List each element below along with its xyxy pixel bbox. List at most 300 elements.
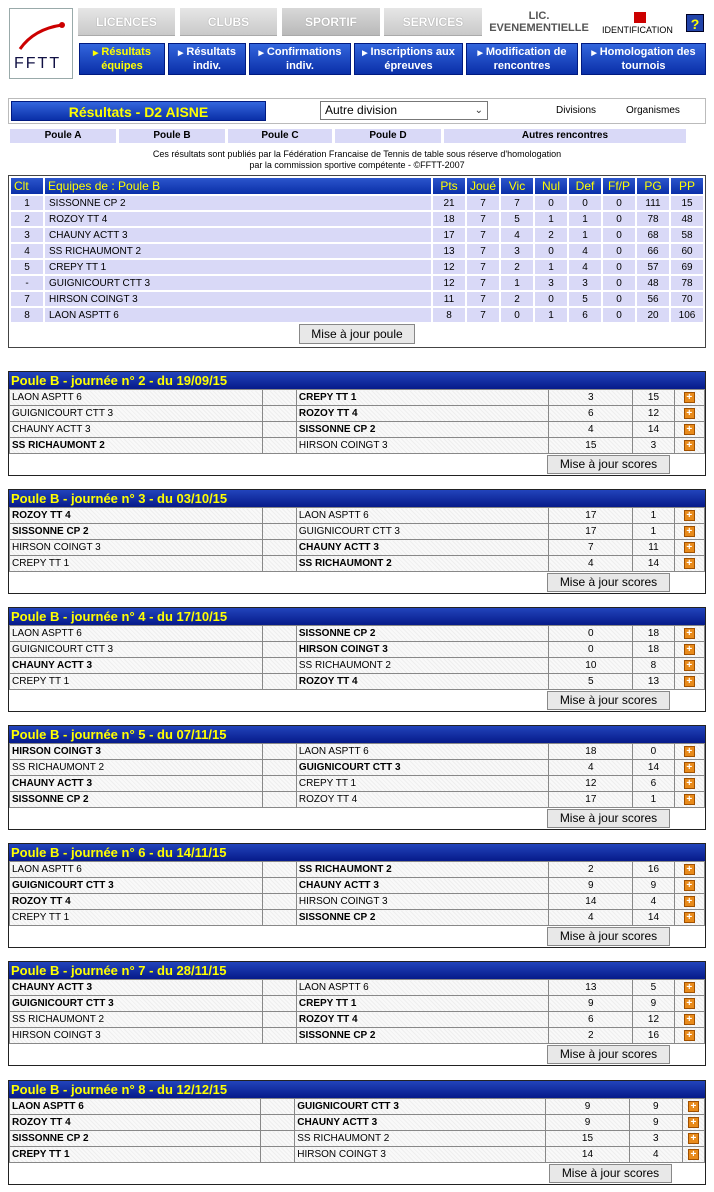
home-score: 13 [549,980,633,996]
away-score: 16 [633,862,674,878]
match-row [10,862,705,878]
plus-icon[interactable]: + [684,676,695,687]
plus-icon[interactable]: + [684,864,695,875]
ranking-cell: 68 [637,228,669,242]
spacer-cell [262,760,296,776]
plus-icon[interactable]: + [684,558,695,569]
plus-icon[interactable]: + [684,660,695,671]
spacer-cell [262,674,296,690]
details-cell [674,626,704,642]
journee-footer [9,572,705,593]
col-vic: Vic [501,178,533,194]
ranking-cell: 1 [535,260,567,274]
topnav-licences-label: LICENCES [96,14,157,29]
match-row [10,540,705,556]
spacer-cell [262,792,296,808]
away-team: SS RICHAUMONT 2 [295,1131,546,1147]
home-score: 17 [549,508,633,524]
details-cell [674,862,704,878]
ranking-cell: 0 [603,292,635,306]
journee-footer [9,1163,705,1184]
match-row [10,390,705,406]
home-team: HIRSON COINGT 3 [10,744,263,760]
matches-table [9,389,705,454]
team-name: LAON ASPTT 6 [45,308,431,322]
ranking-row [11,260,703,274]
journee-block [8,607,706,712]
home-score: 12 [549,776,633,792]
ranking-cell: 1 [501,276,533,290]
plus-icon[interactable]: + [684,998,695,1009]
away-score: 8 [633,658,674,674]
spacer-cell [262,744,296,760]
update-scores-button[interactable]: Mise à jour scores [547,573,670,592]
away-team: CHAUNY ACTT 3 [296,540,549,556]
home-team: GUIGNICOURT CTT 3 [10,878,263,894]
away-score: 12 [633,1012,674,1028]
journee-title: Poule B - journée n° 8 - du 12/12/15 [9,1081,705,1098]
divisions-link[interactable]: Divisions [556,105,597,116]
away-team: GUIGNICOURT CTT 3 [295,1099,546,1115]
details-cell [674,792,704,808]
col-joue: Joué [467,178,499,194]
ranking-cell: 3 [11,228,43,242]
ranking-cell: 1 [569,228,601,242]
spacer-cell [262,406,296,422]
journee-title: Poule B - journée n° 2 - du 19/09/15 [9,372,705,389]
ranking-cell: 7 [467,308,499,322]
home-score: 0 [549,626,633,642]
topnav-services[interactable] [384,8,482,36]
spacer-cell [262,1028,296,1044]
ranking-cell: 78 [671,276,703,290]
home-score: 2 [549,1028,633,1044]
plus-icon[interactable]: + [688,1149,699,1160]
spacer-cell [262,524,296,540]
away-score: 1 [633,524,674,540]
topnav-sportif[interactable] [282,8,380,36]
ranking-cell: 5 [569,292,601,306]
plus-icon[interactable]: + [684,392,695,403]
spacer-cell [262,1012,296,1028]
home-score: 6 [549,1012,633,1028]
away-score: 15 [633,390,674,406]
match-row [10,556,705,572]
subnav-homologation-tournois[interactable] [581,43,706,75]
details-cell [674,524,704,540]
col-pg: PG [637,178,669,194]
match-row [10,760,705,776]
details-cell [682,1131,704,1147]
away-team: CHAUNY ACTT 3 [296,878,549,894]
ranking-cell: 17 [433,228,465,242]
plus-icon[interactable]: + [684,746,695,757]
ranking-cell: 78 [637,212,669,226]
ranking-cell: 8 [433,308,465,322]
home-team: LAON ASPTT 6 [10,1099,261,1115]
spacer-cell [262,862,296,878]
tab-poule-c[interactable]: Poule C [228,129,332,143]
team-name: ROZOY TT 4 [45,212,431,226]
home-score: 14 [549,894,633,910]
subnav-inscriptions[interactable] [354,43,463,75]
home-team: CREPY TT 1 [10,1147,261,1163]
division-bar [8,98,706,124]
home-score: 9 [546,1099,629,1115]
fftt-logo-graphic [10,9,74,80]
match-row [10,910,705,926]
spacer-cell [262,894,296,910]
update-scores-button[interactable]: Mise à jour scores [547,927,670,946]
plus-icon[interactable]: + [684,794,695,805]
plus-icon[interactable]: + [684,424,695,435]
plus-icon[interactable]: + [684,628,695,639]
ranking-cell: 3 [569,276,601,290]
ranking-cell: 3 [501,244,533,258]
plus-icon[interactable]: + [684,440,695,451]
ranking-row [11,212,703,226]
ranking-cell: 1 [535,212,567,226]
away-team: ROZOY TT 4 [296,674,549,690]
away-score: 18 [633,626,674,642]
plus-icon[interactable]: + [684,408,695,419]
ranking-row [11,244,703,258]
update-scores-button[interactable]: Mise à jour scores [549,1164,672,1183]
plus-icon[interactable]: + [684,1014,695,1025]
update-scores-button[interactable]: Mise à jour scores [547,1045,670,1064]
away-team: SISSONNE CP 2 [296,626,549,642]
plus-icon[interactable]: + [684,526,695,537]
spacer-cell [262,996,296,1012]
details-cell [674,910,704,926]
ranking-cell: 1 [11,196,43,210]
subnav-confirmations-indiv[interactable] [249,43,351,75]
ranking-cell: 7 [467,276,499,290]
home-score: 4 [549,760,633,776]
match-row [10,674,705,690]
home-team: HIRSON COINGT 3 [10,540,263,556]
away-score: 5 [633,980,674,996]
topnav-lic-line1: LIC. [528,10,550,22]
spacer-cell [262,878,296,894]
home-team: LAON ASPTT 6 [10,626,263,642]
ranking-row [11,228,703,242]
ranking-cell: 0 [603,244,635,258]
tab-poule-a[interactable]: Poule A [10,129,116,143]
spacer-cell [262,626,296,642]
subnav-label: tournois [621,60,666,72]
away-score: 9 [633,996,674,1012]
details-cell [674,996,704,1012]
home-score: 6 [549,406,633,422]
subnav-modification-rencontres[interactable] [466,43,578,75]
ranking-cell: 57 [637,260,669,274]
away-score: 1 [633,508,674,524]
home-team: GUIGNICOURT CTT 3 [10,642,263,658]
ranking-cell: 7 [501,196,533,210]
journee-block [8,371,706,476]
match-row [10,438,705,454]
ranking-cell: 4 [11,244,43,258]
details-cell [674,1012,704,1028]
ranking-cell: 111 [637,196,669,210]
away-score: 3 [633,438,674,454]
ranking-header-row [11,178,703,194]
ranking-cell: 0 [603,212,635,226]
division-title: Résultats - D2 AISNE [11,101,266,121]
fftt-logo[interactable] [9,8,73,79]
away-score: 6 [633,776,674,792]
home-team: CHAUNY ACTT 3 [10,980,263,996]
logo-text: FFTT [14,55,62,72]
away-score: 14 [633,556,674,572]
journee-footer [9,1044,705,1065]
journee-block [8,1080,706,1185]
details-cell [674,390,704,406]
update-poule-button[interactable]: Mise à jour poule [299,324,415,344]
home-score: 5 [549,674,633,690]
plus-icon[interactable]: + [684,1030,695,1041]
home-team: GUIGNICOURT CTT 3 [10,996,263,1012]
ranking-row [11,276,703,290]
tab-poule-b[interactable]: Poule B [119,129,225,143]
home-score: 10 [549,658,633,674]
subnav-label: Résultats [101,46,151,58]
spacer-cell [262,642,296,658]
details-cell [674,674,704,690]
col-clt: Clt [11,178,43,194]
ranking-cell: 0 [569,196,601,210]
plus-icon[interactable]: + [684,762,695,773]
match-row [10,508,705,524]
away-team: LAON ASPTT 6 [296,980,549,996]
away-team: LAON ASPTT 6 [296,744,549,760]
ranking-cell: 7 [467,260,499,274]
details-cell [674,1028,704,1044]
col-def: Def [569,178,601,194]
plus-icon[interactable]: + [688,1101,699,1112]
matches-table [9,861,705,926]
topnav-clubs[interactable] [180,8,277,36]
arrow-icon: ▶ [477,50,483,57]
organismes-link[interactable]: Organismes [626,105,680,116]
subnav-label: indiv. [193,60,221,72]
plus-icon[interactable]: + [688,1117,699,1128]
ranking-cell: 70 [671,292,703,306]
home-score: 14 [546,1147,629,1163]
ranking-cell: 0 [535,292,567,306]
ranking-cell: 7 [467,212,499,226]
details-cell [674,744,704,760]
plus-icon[interactable]: + [684,644,695,655]
ranking-row [11,308,703,322]
plus-icon[interactable]: + [684,896,695,907]
ranking-cell: 58 [671,228,703,242]
spacer-cell [261,1147,295,1163]
update-scores-button[interactable]: Mise à jour scores [547,455,670,474]
subnav-label: épreuves [384,60,433,72]
col-nul: Nul [535,178,567,194]
home-team: CHAUNY ACTT 3 [10,658,263,674]
home-score: 15 [546,1131,629,1147]
ranking-cell: 15 [671,196,703,210]
journee-block [8,725,706,830]
home-team: HIRSON COINGT 3 [10,1028,263,1044]
ranking-cell: 2 [501,292,533,306]
subnav-label: Résultats [186,46,236,58]
home-score: 15 [549,438,633,454]
topnav-lic-line2: EVENEMENTIELLE [489,22,589,34]
spacer-cell [262,658,296,674]
away-score: 4 [633,894,674,910]
match-row [10,1115,705,1131]
spacer-cell [262,508,296,524]
update-scores-button[interactable]: Mise à jour scores [547,809,670,828]
match-row [10,980,705,996]
journee-title: Poule B - journée n° 7 - du 28/11/15 [9,962,705,979]
match-row [10,1099,705,1115]
journee-block [8,489,706,594]
ranking-cell: 20 [637,308,669,322]
tab-autres-rencontres[interactable]: Autres rencontres [444,129,686,143]
ranking-cell: 3 [535,276,567,290]
away-team: CREPY TT 1 [296,776,549,792]
journee-title: Poule B - journée n° 3 - du 03/10/15 [9,490,705,507]
identification-link[interactable] [600,12,692,36]
ranking-cell: 4 [569,244,601,258]
help-icon[interactable]: ? [686,14,704,32]
match-row [10,996,705,1012]
plus-icon[interactable]: + [684,778,695,789]
away-score: 0 [633,744,674,760]
home-team: LAON ASPTT 6 [10,862,263,878]
away-score: 14 [633,760,674,776]
away-score: 3 [629,1131,682,1147]
match-row [10,1012,705,1028]
team-name: GUIGNICOURT CTT 3 [45,276,431,290]
away-team: SS RICHAUMONT 2 [296,556,549,572]
ranking-row [11,292,703,306]
spacer-cell [262,980,296,996]
topnav-clubs-label: CLUBS [207,14,250,29]
subnav-resultats-indiv[interactable] [168,43,246,75]
away-team: SISSONNE CP 2 [296,1028,549,1044]
arrow-icon: ▶ [178,50,184,57]
arrow-icon: ▶ [93,50,99,57]
match-row [10,744,705,760]
ranking-cell: - [11,276,43,290]
ranking-table [9,176,705,324]
match-row [10,1147,705,1163]
homologation-notice [0,149,714,171]
ranking-cell: 2 [535,228,567,242]
team-name: CHAUNY ACTT 3 [45,228,431,242]
away-team: HIRSON COINGT 3 [296,894,549,910]
subnav-label: Confirmations [266,46,342,58]
subnav-label: Inscriptions aux [370,46,455,58]
away-team: CREPY TT 1 [296,390,549,406]
arrow-icon: ▶ [362,50,368,57]
home-team: CREPY TT 1 [10,910,263,926]
subnav-label: rencontres [493,60,551,72]
team-name: HIRSON COINGT 3 [45,292,431,306]
home-score: 2 [549,862,633,878]
match-row [10,878,705,894]
away-team: ROZOY TT 4 [296,792,549,808]
plus-icon[interactable]: + [684,542,695,553]
ranking-cell: 0 [603,260,635,274]
away-team: GUIGNICOURT CTT 3 [296,524,549,540]
plus-icon[interactable]: + [684,912,695,923]
spacer-cell [261,1115,295,1131]
details-cell [682,1147,704,1163]
home-score: 4 [549,422,633,438]
ranking-cell: 0 [535,244,567,258]
details-cell [674,556,704,572]
subnav-resultats-equipes[interactable] [79,43,165,75]
ranking-panel [8,175,706,348]
home-team: SS RICHAUMONT 2 [10,438,263,454]
plus-icon[interactable]: + [684,982,695,993]
ranking-row [11,196,703,210]
details-cell [674,878,704,894]
home-team: ROZOY TT 4 [10,1115,261,1131]
spacer-cell [262,438,296,454]
division-select[interactable] [320,101,488,120]
ranking-cell: 0 [603,276,635,290]
topnav-lic-evenementielle[interactable] [484,8,594,36]
ranking-cell: 7 [467,228,499,242]
ranking-cell: 7 [11,292,43,306]
home-team: ROZOY TT 4 [10,508,263,524]
subnav-label: indiv. [286,60,314,72]
topnav-licences[interactable] [78,8,175,36]
away-score: 12 [633,406,674,422]
details-cell [674,894,704,910]
arrow-icon: ▶ [258,50,264,57]
home-score: 3 [549,390,633,406]
team-name: CREPY TT 1 [45,260,431,274]
details-cell [674,508,704,524]
ranking-cell: 0 [603,228,635,242]
tab-poule-d[interactable]: Poule D [335,129,441,143]
journee-block [8,843,706,948]
ranking-cell: 2 [11,212,43,226]
journee-footer [9,690,705,711]
ranking-cell: 48 [671,212,703,226]
ranking-cell: 4 [501,228,533,242]
matches-table [9,507,705,572]
update-scores-button[interactable]: Mise à jour scores [547,691,670,710]
away-team: SS RICHAUMONT 2 [296,862,549,878]
away-score: 1 [633,792,674,808]
plus-icon[interactable]: + [688,1133,699,1144]
ranking-cell: 12 [433,276,465,290]
away-team: GUIGNICOURT CTT 3 [296,760,549,776]
ranking-cell: 6 [569,308,601,322]
away-score: 9 [629,1099,682,1115]
home-team: SISSONNE CP 2 [10,524,263,540]
ranking-cell: 56 [637,292,669,306]
away-team: CHAUNY ACTT 3 [295,1115,546,1131]
journee-title: Poule B - journée n° 5 - du 07/11/15 [9,726,705,743]
matches-table [9,1098,705,1163]
ranking-cell: 5 [501,212,533,226]
plus-icon[interactable]: + [684,510,695,521]
subnav-label: Homologation des [599,46,696,58]
plus-icon[interactable]: + [684,880,695,891]
away-team: ROZOY TT 4 [296,1012,549,1028]
